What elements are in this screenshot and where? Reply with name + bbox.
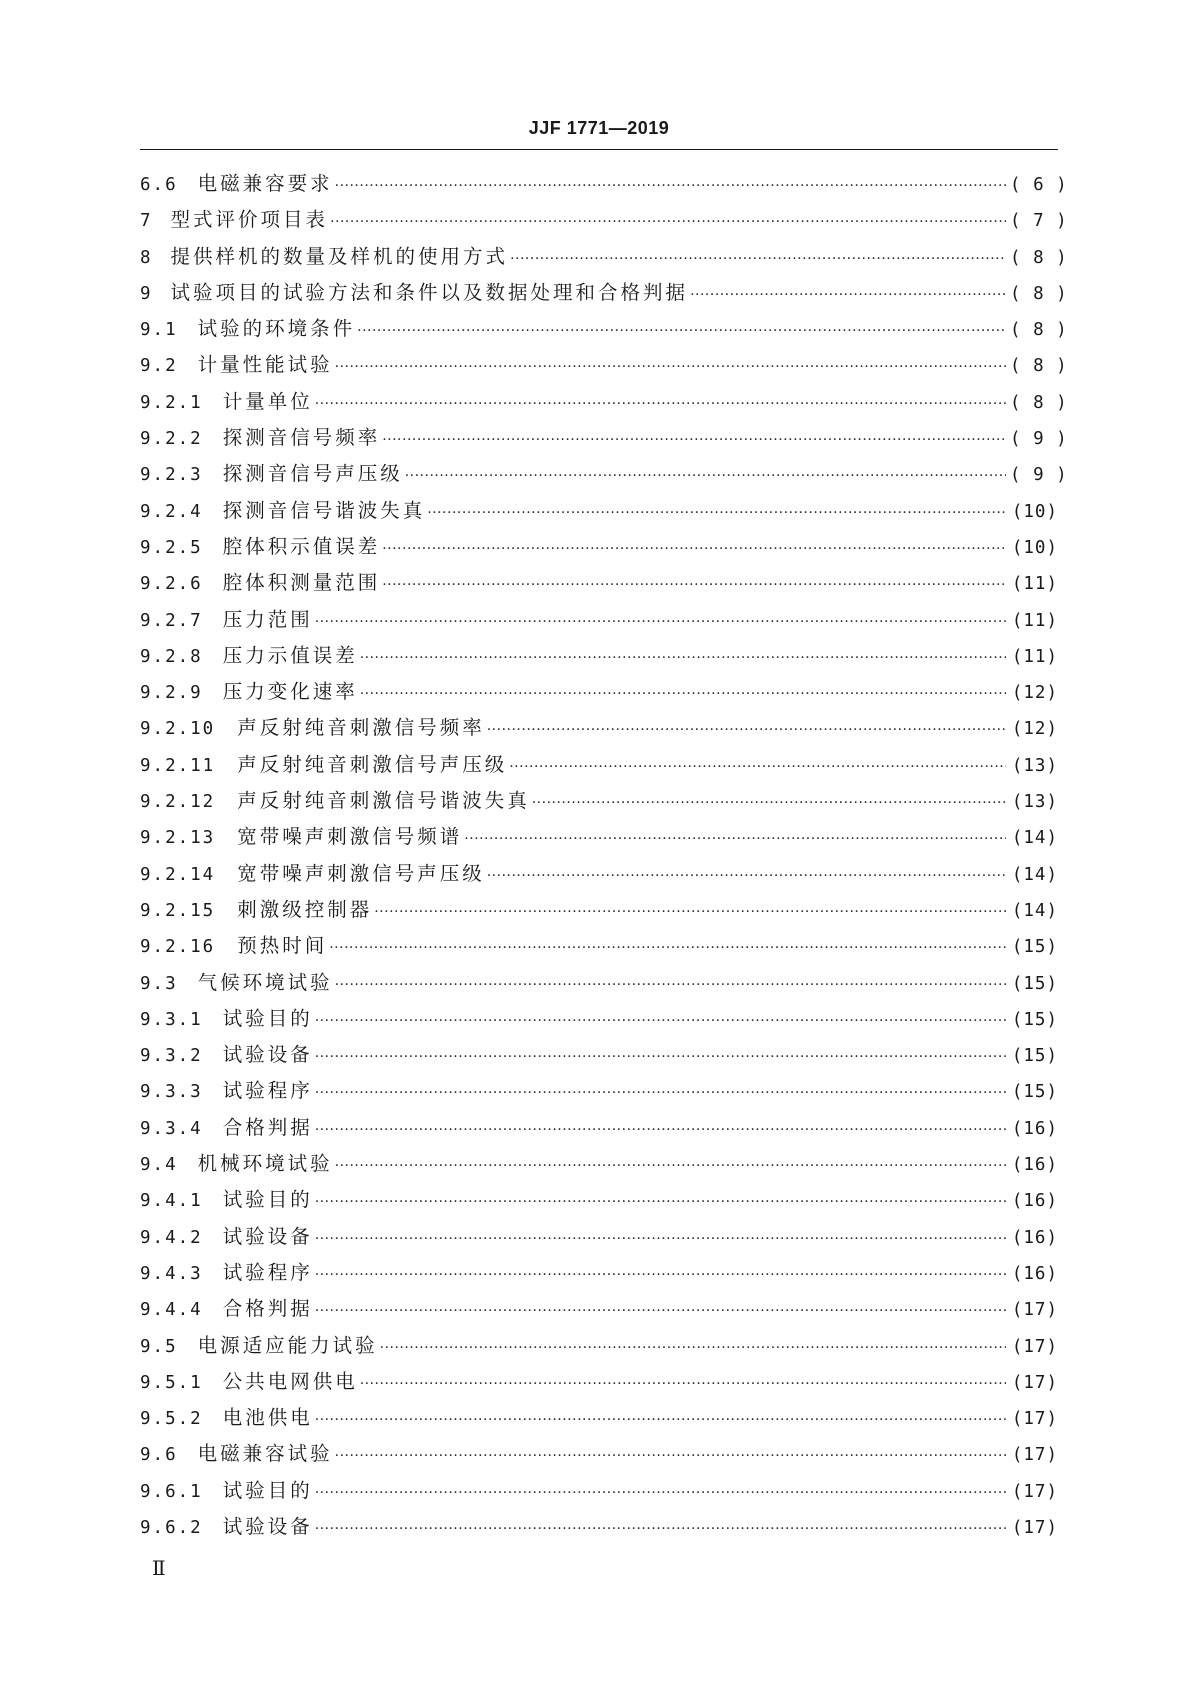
toc-entry-page: (11) (1011, 610, 1058, 631)
dot-leader (380, 1340, 1006, 1356)
toc-entry-number: 9.2.13 (140, 828, 216, 849)
toc-entry-title: 腔体积测量范围 (222, 571, 381, 595)
toc-entry-number: 6.6 (140, 175, 178, 195)
toc-entry-number: 9.3.3 (140, 1082, 203, 1103)
toc-entry-number: 7 (140, 211, 153, 232)
toc-entry-title: 提供样机的数量及样机的使用方式 (170, 244, 509, 268)
toc-entry-page: (15) (1011, 1046, 1058, 1067)
toc-entry-page: (10) (1011, 501, 1058, 522)
toc-entry-title: 气候环境试验 (197, 970, 333, 994)
toc-entry-page: (12) (1011, 719, 1058, 740)
toc-entry-number: 9.2.11 (140, 755, 216, 776)
toc-entry-number: 9.4.1 (140, 1191, 203, 1212)
toc-entry-number: 9.1 (140, 320, 178, 341)
toc-entry-page: (16) (1011, 1155, 1058, 1176)
toc-entry[interactable] (140, 241, 1068, 277)
dot-leader (382, 432, 1006, 448)
toc-entry-number: 9.2.10 (140, 719, 216, 740)
toc-entry-title: 试验设备 (222, 1514, 313, 1538)
toc-entry[interactable] (140, 531, 1058, 567)
toc-entry[interactable] (140, 1511, 1058, 1547)
toc-entry-number: 9.2 (140, 356, 178, 377)
table-of-contents (140, 168, 1068, 1547)
toc-entry-title: 型式评价项目表 (170, 208, 329, 232)
toc-entry-number: 9.2.1 (140, 392, 203, 413)
dot-leader (315, 1085, 1006, 1101)
dot-leader (487, 722, 1006, 738)
toc-entry-page: (17) (1011, 1372, 1058, 1393)
toc-entry-page: (15) (1011, 973, 1058, 994)
dot-leader (360, 650, 1006, 666)
toc-entry-number: 9.2.15 (140, 900, 216, 921)
toc-entry[interactable] (140, 567, 1058, 603)
dot-leader (315, 1122, 1006, 1138)
dot-leader (329, 940, 1006, 956)
toc-entry-title: 电池供电 (222, 1406, 313, 1430)
toc-entry[interactable] (140, 1221, 1058, 1257)
dot-leader (464, 831, 1006, 847)
toc-entry-page: ( 9 ) (1010, 429, 1068, 450)
dot-leader (690, 287, 1006, 303)
toc-entry-number: 9.2.7 (140, 610, 203, 631)
dot-leader (335, 178, 1006, 194)
dot-leader (315, 1303, 1006, 1319)
dot-leader (427, 505, 1006, 521)
toc-entry-number: 9.5.2 (140, 1409, 203, 1430)
toc-entry[interactable] (140, 1293, 1058, 1329)
toc-entry-page: (17) (1011, 1445, 1058, 1466)
toc-entry-page: (14) (1011, 864, 1058, 885)
toc-entry-number: 9.2.16 (140, 937, 216, 958)
toc-entry-number: 9.3 (140, 973, 178, 994)
toc-entry-number: 9.2.12 (140, 792, 216, 813)
toc-entry-title: 计量单位 (222, 389, 313, 413)
toc-entry-title: 电源适应能力试验 (197, 1333, 378, 1357)
toc-entry-page: ( 8 ) (1010, 356, 1068, 377)
toc-entry-title: 腔体积示值误差 (222, 534, 381, 558)
toc-entry[interactable] (140, 930, 1058, 966)
dot-leader (315, 1049, 1006, 1065)
dot-leader (315, 614, 1006, 630)
toc-entry-page: (13) (1011, 755, 1058, 776)
toc-entry-number: 9.3.4 (140, 1118, 203, 1139)
toc-entry-number: 9.2.5 (140, 537, 203, 558)
toc-entry[interactable] (140, 712, 1058, 748)
dot-leader (335, 1448, 1006, 1464)
toc-entry-page: (15) (1011, 1082, 1058, 1103)
toc-entry-number: 9.4.3 (140, 1263, 203, 1284)
toc-entry[interactable] (140, 313, 1068, 349)
dot-leader (315, 1412, 1006, 1428)
toc-entry[interactable] (140, 1075, 1058, 1111)
toc-entry-title: 试验的环境条件 (197, 317, 356, 341)
toc-entry-title: 声反射纯音刺激信号声压级 (237, 752, 508, 776)
toc-entry-number: 9.6.2 (140, 1517, 203, 1538)
toc-entry-title: 试验项目的试验方法和条件以及数据处理和合格判据 (170, 280, 689, 304)
toc-entry-number: 9.2.3 (140, 465, 203, 486)
toc-entry-title: 试验目的 (222, 1478, 313, 1502)
toc-entry-title: 电磁兼容要求 (197, 172, 333, 195)
toc-entry-number: 8 (140, 247, 153, 268)
toc-entry[interactable] (140, 1003, 1058, 1039)
toc-entry-number: 9.2.4 (140, 501, 203, 522)
toc-entry-number: 9.5 (140, 1336, 178, 1357)
dot-leader (357, 323, 1006, 339)
toc-entry-title: 探测音信号频率 (222, 426, 381, 450)
toc-entry-title: 试验程序 (222, 1260, 313, 1284)
toc-entry-title: 声反射纯音刺激信号谐波失真 (237, 789, 530, 813)
toc-entry-title: 试验程序 (222, 1079, 313, 1103)
toc-entry-page: (15) (1011, 937, 1058, 958)
dot-leader (382, 577, 1006, 593)
toc-entry-page: (16) (1011, 1191, 1058, 1212)
toc-entry[interactable] (140, 1184, 1058, 1220)
toc-entry-title: 试验目的 (222, 1006, 313, 1030)
dot-leader (315, 1485, 1006, 1501)
toc-entry[interactable] (140, 604, 1058, 640)
dot-leader (487, 868, 1006, 884)
toc-entry[interactable] (140, 1112, 1058, 1148)
toc-entry-title: 试验设备 (222, 1043, 313, 1067)
dot-leader (510, 251, 1006, 267)
toc-entry[interactable] (140, 821, 1058, 857)
dot-leader (315, 1267, 1006, 1283)
toc-entry-title: 探测音信号声压级 (222, 462, 403, 486)
toc-entry-title: 合格判据 (222, 1115, 313, 1139)
toc-entry-title: 压力变化速率 (222, 680, 358, 704)
toc-entry[interactable] (140, 1257, 1058, 1293)
dot-leader (315, 1231, 1006, 1247)
toc-entry-title: 合格判据 (222, 1297, 313, 1321)
toc-entry[interactable] (140, 749, 1058, 785)
toc-entry-number: 9.4.2 (140, 1227, 203, 1248)
toc-entry[interactable] (140, 168, 1068, 204)
toc-entry-title: 预热时间 (237, 934, 328, 958)
toc-entry-title: 压力示值误差 (222, 643, 358, 667)
toc-entry[interactable] (140, 1330, 1058, 1366)
toc-entry-page: (17) (1011, 1409, 1058, 1430)
toc-entry[interactable] (140, 1438, 1058, 1474)
toc-entry-page: (13) (1011, 792, 1058, 813)
toc-entry-title: 机械环境试验 (197, 1152, 333, 1176)
toc-entry[interactable] (140, 277, 1068, 313)
toc-entry-title: 宽带噪声刺激信号声压级 (237, 861, 485, 885)
toc-entry-title: 公共电网供电 (222, 1369, 358, 1393)
header-rule (140, 149, 1058, 150)
toc-entry-number: 9.3.2 (140, 1046, 203, 1067)
toc-entry-page: (14) (1011, 828, 1058, 849)
toc-entry[interactable] (140, 967, 1058, 1003)
dot-leader (335, 977, 1006, 993)
dot-leader (532, 795, 1006, 811)
toc-entry-page: (16) (1011, 1227, 1058, 1248)
dot-leader (509, 759, 1006, 775)
toc-entry-number: 9.2.2 (140, 429, 203, 450)
toc-entry-number: 9 (140, 283, 153, 304)
toc-entry[interactable] (140, 1366, 1058, 1402)
toc-entry[interactable] (140, 349, 1068, 385)
dot-leader (330, 214, 1006, 230)
dot-leader (315, 396, 1006, 412)
toc-entry-title: 试验设备 (222, 1224, 313, 1248)
toc-entry-page: (10) (1011, 537, 1058, 558)
toc-entry-number: 9.6.1 (140, 1481, 203, 1502)
toc-entry[interactable] (140, 1039, 1058, 1075)
toc-entry-page: (16) (1011, 1118, 1058, 1139)
toc-entry[interactable] (140, 204, 1068, 240)
toc-entry-page: (16) (1011, 1263, 1058, 1284)
toc-entry-number: 9.5.1 (140, 1372, 203, 1393)
toc-entry-title: 试验目的 (222, 1188, 313, 1212)
dot-leader (382, 541, 1006, 557)
toc-entry-number: 9.6 (140, 1445, 178, 1466)
toc-entry-title: 电磁兼容试验 (197, 1442, 333, 1466)
toc-entry-page: (15) (1011, 1009, 1058, 1030)
toc-entry-page: (17) (1011, 1481, 1058, 1502)
toc-entry-page: (11) (1011, 574, 1058, 595)
toc-entry[interactable] (140, 785, 1058, 821)
toc-entry-number: 9.2.9 (140, 683, 203, 704)
toc-entry-page: (17) (1011, 1300, 1058, 1321)
toc-entry-page: (14) (1011, 900, 1058, 921)
toc-entry-number: 9.4.4 (140, 1300, 203, 1321)
toc-entry[interactable] (140, 495, 1058, 531)
document-code-header: JJF 1771—2019 (528, 118, 670, 138)
toc-entry[interactable] (140, 894, 1058, 930)
toc-entry[interactable] (140, 1402, 1058, 1438)
toc-entry-page: ( 8 ) (1010, 392, 1068, 413)
toc-entry[interactable] (140, 458, 1068, 494)
dot-leader (335, 359, 1006, 375)
toc-entry-page: ( 8 ) (1010, 247, 1068, 268)
toc-entry-title: 刺激级控制器 (237, 897, 373, 921)
dot-leader (374, 904, 1006, 920)
toc-entry-number: 9.4 (140, 1155, 178, 1176)
toc-entry[interactable] (140, 422, 1068, 458)
toc-entry[interactable] (140, 386, 1068, 422)
toc-entry-page: (12) (1011, 683, 1058, 704)
toc-entry-title: 声反射纯音刺激信号频率 (237, 716, 485, 740)
toc-entry-page: (17) (1011, 1517, 1058, 1538)
toc-entry-page: ( 6 ) (1010, 175, 1068, 195)
toc-entry[interactable] (140, 1148, 1058, 1184)
toc-entry[interactable] (140, 858, 1058, 894)
page-number-roman: Ⅱ (152, 1556, 166, 1580)
dot-leader (335, 1158, 1006, 1174)
toc-entry-page: ( 9 ) (1010, 465, 1068, 486)
dot-leader (315, 1521, 1006, 1537)
dot-leader (315, 1013, 1006, 1029)
toc-entry-page: ( 8 ) (1010, 283, 1068, 304)
toc-entry-page: (11) (1011, 646, 1058, 667)
toc-entry-number: 9.2.14 (140, 864, 216, 885)
dot-leader (360, 1376, 1006, 1392)
toc-entry-title: 宽带噪声刺激信号频谱 (237, 825, 463, 849)
toc-entry-title: 压力范围 (222, 607, 313, 631)
toc-entry[interactable] (140, 676, 1058, 712)
toc-entry-number: 9.3.1 (140, 1009, 203, 1030)
dot-leader (315, 1194, 1006, 1210)
toc-entry-title: 计量性能试验 (197, 353, 333, 377)
toc-entry-number: 9.2.8 (140, 646, 203, 667)
toc-entry-title: 探测音信号谐波失真 (222, 498, 426, 522)
toc-entry[interactable] (140, 1475, 1058, 1511)
dot-leader (360, 686, 1006, 702)
toc-entry-page: (17) (1011, 1336, 1058, 1357)
toc-entry-number: 9.2.6 (140, 574, 203, 595)
toc-entry[interactable] (140, 640, 1058, 676)
toc-entry-page: ( 8 ) (1010, 320, 1068, 341)
toc-entry-page: ( 7 ) (1010, 211, 1068, 232)
dot-leader (405, 468, 1006, 484)
